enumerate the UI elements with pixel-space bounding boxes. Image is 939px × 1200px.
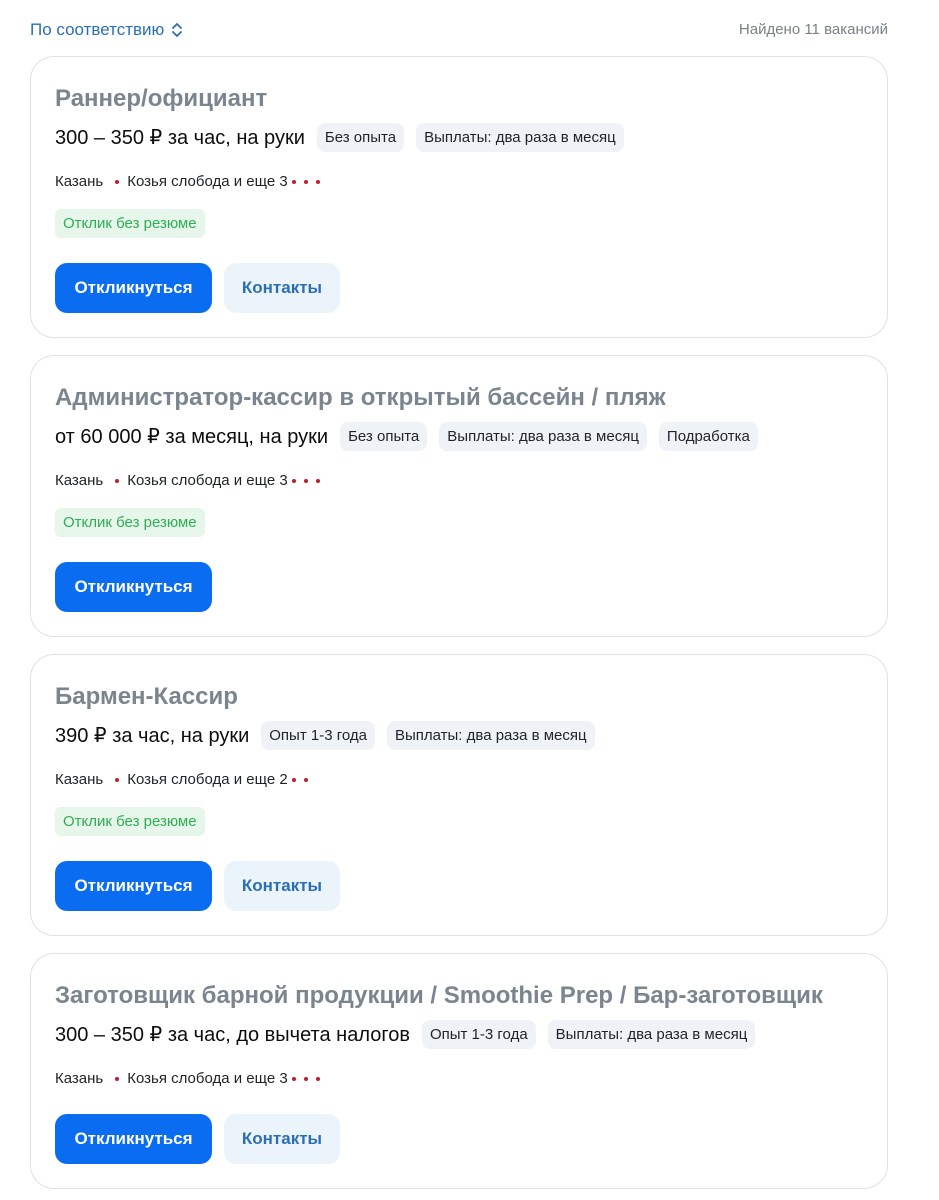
salary: 300 – 350 ₽ за час, до вычета налогов [55, 1024, 410, 1046]
metro-dot-icon [292, 180, 296, 184]
metro-dot-icon [115, 180, 119, 184]
metro-station: Козья слобода и еще 2 [127, 771, 288, 788]
vacancy-title[interactable]: Раннер/официант [55, 85, 268, 112]
metro-dot-icon [115, 778, 119, 782]
respond-button[interactable]: Откликнуться [55, 1114, 212, 1164]
tag-part-time: Подработка [659, 422, 758, 451]
sort-dropdown[interactable] [30, 20, 184, 40]
vacancy-card[interactable] [30, 654, 888, 936]
tag-experience: Опыт 1-3 года [261, 721, 375, 750]
location-row [55, 771, 312, 788]
vacancy-card[interactable] [30, 355, 888, 637]
city: Казань [55, 173, 104, 190]
metro-station: Козья слобода и еще 3 [127, 1070, 288, 1087]
respond-button[interactable]: Откликнуться [55, 562, 212, 612]
chevron-up-down-icon [170, 22, 184, 38]
tag-experience: Без опыта [317, 123, 404, 152]
sort-label: По соответствию [30, 20, 165, 39]
no-resume-badge: Отклик без резюме [55, 209, 205, 238]
metro-dot-icon [304, 1077, 308, 1081]
respond-button[interactable]: Откликнуться [55, 263, 212, 313]
contacts-button[interactable]: Контакты [224, 263, 340, 313]
salary-row [55, 721, 607, 750]
salary: от 60 000 ₽ за месяц, на руки [55, 426, 329, 448]
metro-dot-icon [316, 1077, 320, 1081]
tag-experience: Без опыта [340, 422, 427, 451]
city: Казань [55, 1070, 104, 1087]
metro-dot-icon [316, 479, 320, 483]
salary-row [55, 422, 770, 451]
metro-dot-icon [316, 180, 320, 184]
vacancy-card[interactable] [30, 56, 888, 338]
metro-dot-icon [292, 1077, 296, 1081]
city: Казань [55, 472, 104, 489]
tag-payments: Выплаты: два раза в месяц [439, 422, 647, 451]
salary: 300 – 350 ₽ за час, на руки [55, 127, 305, 149]
metro-dot-icon [292, 479, 296, 483]
vacancy-title[interactable]: Администратор-кассир в открытый бассейн / пляж [55, 384, 666, 411]
metro-dot-icon [115, 479, 119, 483]
vacancy-title[interactable]: Заготовщик барной продукции / Smoothie Prep / Бар-заготовщик [55, 982, 823, 1009]
contacts-button[interactable]: Контакты [224, 1114, 340, 1164]
tag-payments: Выплаты: два раза в месяц [416, 123, 624, 152]
results-toolbar [30, 18, 888, 44]
metro-dot-icon [304, 778, 308, 782]
location-row [55, 472, 324, 489]
location-row [55, 1070, 324, 1087]
salary-row [55, 1020, 767, 1049]
vacancy-card[interactable] [30, 953, 888, 1189]
metro-dot-icon [304, 180, 308, 184]
respond-button[interactable]: Откликнуться [55, 861, 212, 911]
tag-payments: Выплаты: два раза в месяц [548, 1020, 756, 1049]
metro-dot-icon [304, 479, 308, 483]
metro-dot-icon [115, 1077, 119, 1081]
city: Казань [55, 771, 104, 788]
salary: 390 ₽ за час, на руки [55, 725, 250, 747]
salary-row [55, 123, 636, 152]
tag-payments: Выплаты: два раза в месяц [387, 721, 595, 750]
no-resume-badge: Отклик без резюме [55, 807, 205, 836]
metro-station: Козья слобода и еще 3 [127, 472, 288, 489]
location-row [55, 173, 324, 190]
metro-station: Козья слобода и еще 3 [127, 173, 288, 190]
no-resume-badge: Отклик без резюме [55, 508, 205, 537]
found-count: Найдено 11 вакансий [738, 21, 888, 38]
metro-dot-icon [292, 778, 296, 782]
tag-experience: Опыт 1-3 года [422, 1020, 536, 1049]
contacts-button[interactable]: Контакты [224, 861, 340, 911]
vacancy-title[interactable]: Бармен-Кассир [55, 683, 238, 710]
